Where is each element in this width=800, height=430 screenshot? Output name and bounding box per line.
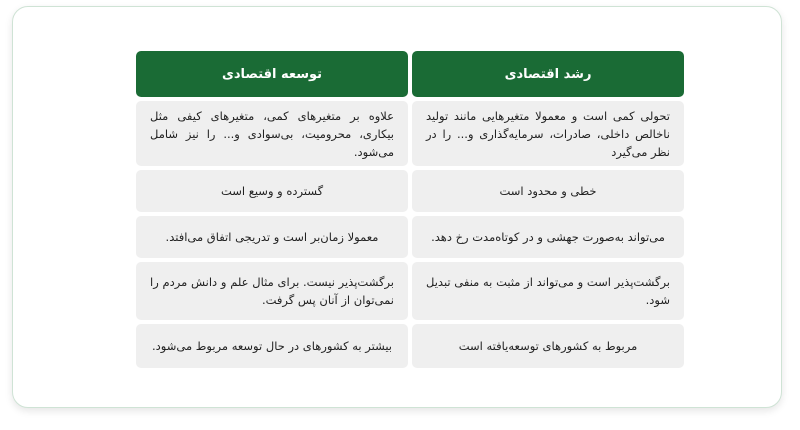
header-economic-growth-label: رشد اقتصادی xyxy=(504,66,592,82)
table-cell-growth: برگشت‌پذیر است و می‌تواند از مثبت به منفی تبدیل شود. xyxy=(412,262,684,320)
table-cell-growth: می‌تواند به‌صورت جهشی و در کوتاه‌مدت رخ دهد. xyxy=(412,216,684,258)
table-cell-development: علاوه بر متغیرهای کمی، متغیرهای کیفی مثل بیکاری، محرومیت، بی‌سوادی و... را نیز شامل می‌شود. xyxy=(136,101,408,166)
header-economic-growth xyxy=(412,51,684,97)
table-cell-development: معمولا زمان‌بر است و تدریجی اتفاق می‌افتد. xyxy=(136,216,408,258)
table-cell-growth: خطی و محدود است xyxy=(412,170,684,212)
table-cell-growth: تحولی کمی است و معمولا متغیرهایی مانند تولید ناخالص داخلی، صادرات، سرمایه‌گذاری و... را در نظر می‌گیرد xyxy=(412,101,684,166)
header-economic-development-label: توسعه اقتصادی xyxy=(221,66,323,82)
table-cell-development: بیشتر به کشورهای در حال توسعه مربوط می‌شود. xyxy=(136,324,408,368)
header-economic-development xyxy=(136,51,408,97)
comparison-card xyxy=(12,6,782,408)
comparison-table xyxy=(136,51,684,368)
table-cell-growth: مربوط به کشورهای توسعه‌یافته است xyxy=(412,324,684,368)
table-cell-development: گسترده و وسیع است xyxy=(136,170,408,212)
table-cell-development: برگشت‌پذیر نیست. برای مثال علم و دانش مردم را نمی‌توان از آنان پس گرفت. xyxy=(136,262,408,320)
